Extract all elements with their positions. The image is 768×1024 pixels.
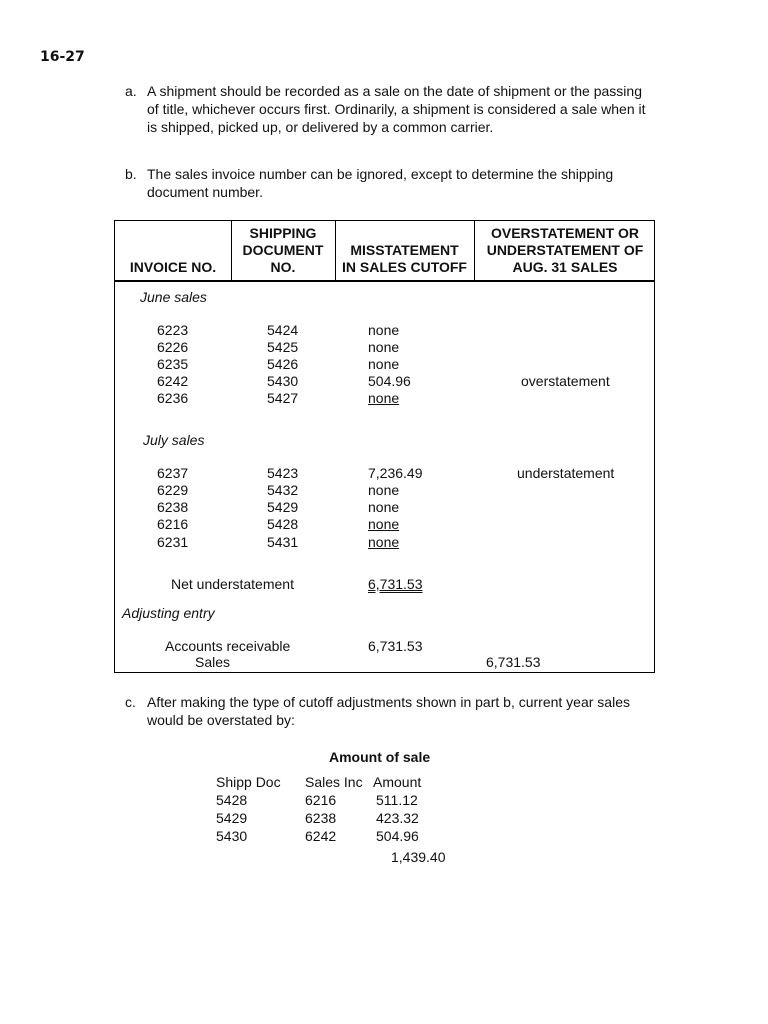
header-effect — [474, 225, 656, 276]
header-misstatement-line: MISSTATEMENT — [350, 242, 459, 258]
list-cell-invoice: 6238 — [305, 810, 337, 826]
total-amount: 1,439.40 — [391, 849, 446, 865]
list-cell-amount: 423.32 — [376, 810, 419, 826]
header-effect-line: UNDERSTATEMENT OF — [486, 242, 644, 258]
table-cell-misstatement: none — [368, 534, 400, 550]
table-cell-misstatement: none — [368, 356, 400, 372]
table-cell-misstatement: none — [368, 339, 400, 355]
table-cell-invoice: 6226 — [157, 339, 189, 355]
header-shipping-line: DOCUMENT — [242, 242, 324, 258]
table-cell-misstatement: none — [368, 499, 400, 515]
table-cell-shipping: 5427 — [267, 390, 299, 406]
table-cell-invoice: 6229 — [157, 482, 189, 498]
table-cell-shipping: 5425 — [267, 339, 299, 355]
net-label: Net understatement — [171, 576, 294, 592]
table-cell-misstatement: none — [368, 390, 400, 406]
header-misstatement-line: IN SALES CUTOFF — [342, 259, 467, 275]
header-shipping — [231, 225, 335, 276]
problem-number: 16-27 — [40, 49, 85, 65]
table-cell-misstatement: 504.96 — [368, 373, 411, 389]
list-cell-amount: 504.96 — [376, 828, 419, 844]
table-cell-misstatement: 7,236.49 — [368, 465, 423, 481]
part-a-text: A shipment should be recorded as a sale on the date of shipment or the passing of title, whichever occurs first. Ordinarily, a shipment is considered a sale when it is shipped, picked up, or delivered by a common carrier. — [147, 83, 646, 135]
list-cell-ship: 5430 — [216, 828, 248, 844]
part-b-text: The sales invoice number can be ignored, except to determine the shipping document number. — [147, 166, 614, 200]
table-cell-effect: overstatement — [521, 373, 610, 389]
part-a — [125, 82, 665, 136]
part-c-text: After making the type of cutoff adjustments shown in part b, current year sales would be overstated by: — [147, 694, 630, 728]
list-cell-invoice: 6216 — [305, 792, 337, 808]
entry-debit-amount: 6,731.53 — [368, 638, 423, 654]
part-c-letter: c. — [125, 694, 136, 710]
header-effect-line: OVERSTATEMENT OR — [490, 225, 640, 241]
table-cell-shipping: 5423 — [267, 465, 299, 481]
table-cell-misstatement: none — [368, 516, 400, 532]
table-cell-shipping: 5430 — [267, 373, 299, 389]
table-cell-invoice: 6237 — [157, 465, 189, 481]
entry-credit-account: Sales — [195, 654, 231, 670]
entry-debit-account: Accounts receivable — [165, 638, 291, 654]
table-cell-invoice: 6235 — [157, 356, 189, 372]
cutoff-table — [114, 220, 655, 673]
col-header-amount: Amount — [373, 774, 422, 790]
section-label-july: July sales — [143, 432, 205, 448]
header-shipping-line: SHIPPING — [249, 225, 317, 241]
part-c — [125, 693, 665, 729]
table-cell-invoice: 6242 — [157, 373, 189, 389]
header-shipping-line: NO. — [270, 259, 296, 275]
list-cell-invoice: 6242 — [305, 828, 337, 844]
table-cell-shipping: 5432 — [267, 482, 299, 498]
amount-heading: Amount of sale — [329, 749, 431, 765]
table-cell-misstatement: none — [368, 482, 400, 498]
table-cell-invoice: 6231 — [157, 534, 189, 550]
section-label-june: June sales — [140, 289, 207, 305]
part-b-letter: b. — [125, 166, 137, 182]
table-cell-invoice: 6236 — [157, 390, 189, 406]
table-cell-effect: understatement — [517, 465, 615, 481]
table-cell-misstatement: none — [368, 322, 400, 338]
adjusting-entry-label: Adjusting entry — [122, 605, 215, 621]
table-cell-invoice: 6238 — [157, 499, 189, 515]
list-cell-ship: 5429 — [216, 810, 248, 826]
header-misstatement — [335, 242, 474, 276]
table-cell-invoice: 6216 — [157, 516, 189, 532]
table-cell-shipping: 5424 — [267, 322, 299, 338]
entry-credit-amount: 6,731.53 — [486, 654, 541, 670]
header-effect-line: AUG. 31 SALES — [512, 259, 618, 275]
list-cell-amount: 511.12 — [376, 792, 418, 808]
table-cell-shipping: 5429 — [267, 499, 299, 515]
list-cell-ship: 5428 — [216, 792, 248, 808]
col-header-ship: Shipp Doc — [216, 774, 281, 790]
part-a-letter: a. — [125, 83, 137, 99]
table-cell-shipping: 5428 — [267, 516, 299, 532]
table-cell-shipping: 5431 — [267, 534, 299, 550]
part-b — [125, 165, 665, 201]
header-invoice: INVOICE NO. — [129, 259, 217, 275]
table-cell-invoice: 6223 — [157, 322, 189, 338]
net-value: 6,731.53 — [368, 576, 423, 592]
col-header-invoice: Sales Inc — [305, 774, 363, 790]
header-rule — [115, 280, 654, 282]
table-cell-shipping: 5426 — [267, 356, 299, 372]
